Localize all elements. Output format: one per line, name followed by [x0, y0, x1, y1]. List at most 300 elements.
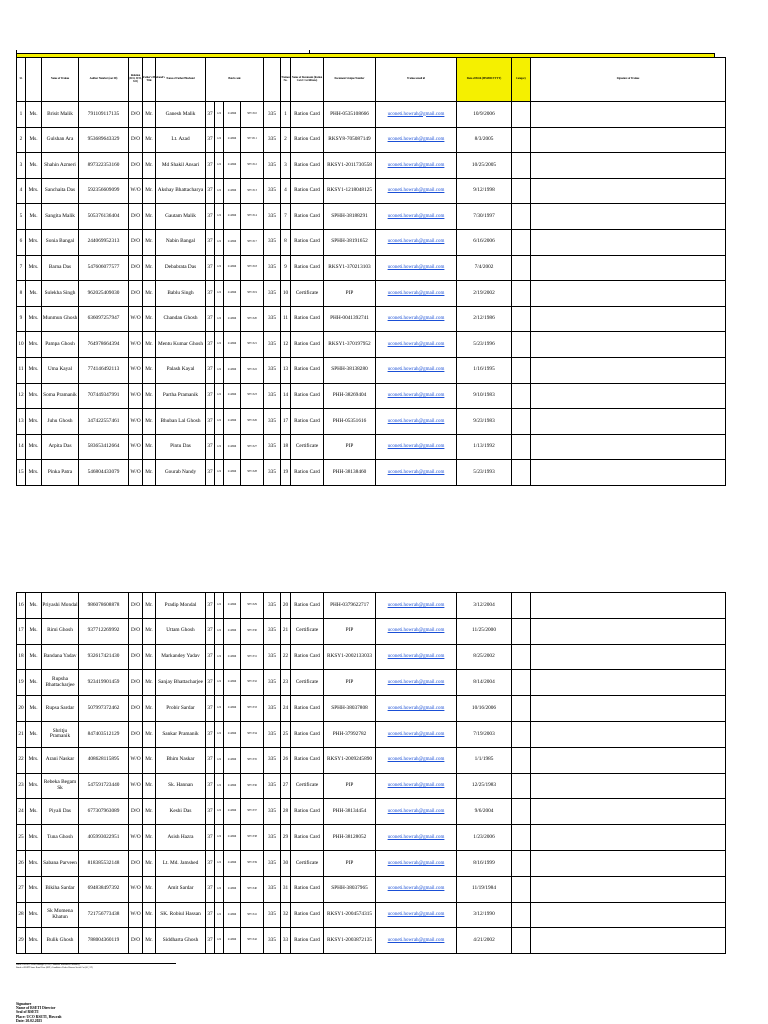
row-relation: W/O — [129, 332, 143, 358]
row-batch-part1: 37 — [206, 332, 215, 358]
row-email[interactable] — [376, 255, 457, 281]
email-link[interactable]: uconeti.howrah@gmail.com — [387, 469, 445, 475]
row-relation: D/O — [129, 593, 143, 619]
email-link[interactable]: uconeti.howrah@gmail.com — [387, 290, 445, 296]
row-aadhaar: 636097257947 — [79, 306, 129, 332]
row-batch-part2: 122 — [215, 799, 224, 825]
row-aadhaar: 788004360119 — [79, 928, 129, 954]
row-batch-part2: 122 — [215, 618, 224, 644]
row-blank-1 — [512, 306, 531, 332]
row-batch-part1: 37 — [206, 255, 215, 281]
email-link[interactable]: uconeti.howrah@gmail.com — [387, 809, 445, 814]
row-email[interactable] — [376, 618, 457, 644]
row-email[interactable] — [376, 383, 457, 409]
row-batch-code: 335 — [264, 825, 281, 851]
row-name: Piyali Das — [42, 799, 79, 825]
row-relation: D/O — [129, 618, 143, 644]
row-sl: 1 — [17, 102, 26, 128]
email-link[interactable]: uconeti.howrah@gmail.com — [387, 628, 445, 634]
row-batch-part4: 5871512 — [241, 153, 264, 179]
row-batch-part1: 37 — [206, 696, 215, 722]
row-title: Mrs. — [26, 902, 42, 928]
row-doc-no: PHH-38128052 — [324, 825, 376, 851]
email-link[interactable]: uconeti.howrah@gmail.com — [387, 341, 445, 347]
email-link[interactable]: uconeti.howrah@gmail.com — [387, 162, 445, 168]
row-batch-part2: 122 — [215, 825, 224, 851]
row-dob: 8/25/2002 — [457, 644, 512, 670]
row-email[interactable] — [376, 127, 457, 153]
email-link[interactable]: uconeti.howrah@gmail.com — [387, 316, 445, 322]
email-link[interactable]: uconeti.howrah@gmail.com — [387, 654, 445, 660]
row-email[interactable] — [376, 928, 457, 954]
row-name: Tuna Ghosh — [42, 825, 79, 851]
row-blank-1 — [512, 434, 531, 460]
row-doc-no: PIP — [324, 670, 376, 696]
row-signature — [531, 773, 726, 799]
row-batch-part2: 122 — [215, 281, 224, 307]
row-batch-code: 335 — [264, 902, 281, 928]
row-batch-part2: 122 — [215, 593, 224, 619]
row-email[interactable] — [376, 229, 457, 255]
row-title: Mrs. — [26, 876, 42, 902]
row-dob: 8/16/1999 — [457, 850, 512, 876]
row-aadhaar: 408628115895 — [79, 747, 129, 773]
row-batch-part4: 5871526 — [241, 409, 264, 435]
row-batch-part3: 214696 — [224, 721, 241, 747]
row-dob: 1/16/1995 — [457, 357, 512, 383]
email-link[interactable]: uconeti.howrah@gmail.com — [387, 937, 445, 943]
header-yellow2: Category — [512, 58, 531, 102]
row-batch-part4: 5871522 — [241, 357, 264, 383]
row-email[interactable] — [376, 204, 457, 230]
row-batch-part1: 37 — [206, 773, 215, 799]
row-doc-type: Ration Card — [291, 593, 324, 619]
row-dob: 5/23/1996 — [457, 332, 512, 358]
row-doc-no: PIP — [324, 773, 376, 799]
row-signature — [531, 102, 726, 128]
row-blank-1 — [512, 102, 531, 128]
row-title: Mrs. — [26, 850, 42, 876]
row-parent-name: Asish Hazra — [156, 825, 206, 851]
row-parent-name: Mentu Kumar Ghosh — [156, 332, 206, 358]
row-batch-part4: 5871539 — [241, 850, 264, 876]
header-aadhaar: Aadhar Number (not ID) — [79, 58, 129, 102]
row-email[interactable] — [376, 721, 457, 747]
row-sl: 9 — [17, 306, 26, 332]
row-name: Bandana Yadav — [42, 644, 79, 670]
row-aadhaar: 677307963089 — [79, 799, 129, 825]
row-email[interactable] — [376, 773, 457, 799]
row-trainee-no: 22 — [281, 644, 291, 670]
row-email[interactable] — [376, 799, 457, 825]
row-title: Mrs. — [26, 357, 42, 383]
row-email[interactable] — [376, 102, 457, 128]
row-sl: 17 — [17, 618, 26, 644]
row-sl: 7 — [17, 255, 26, 281]
row-signature — [531, 644, 726, 670]
row-doc-no: PHH-37992782 — [324, 721, 376, 747]
row-trainee-no: 8 — [281, 229, 291, 255]
footnote-1: Batch of RSETI Name/Manager (UCO) Candidate Institution Ultimately — [16, 964, 80, 966]
row-batch-part4: 5871529 — [241, 593, 264, 619]
row-relation: W/O — [129, 460, 143, 486]
row-doc-type: Certificate — [291, 670, 324, 696]
header-parent-title: Father's/Husband's Title — [143, 58, 156, 102]
row-sl: 11 — [17, 357, 26, 383]
row-parent-title: Mr. — [143, 618, 156, 644]
row-doc-no: SPHH-38138280 — [324, 357, 376, 383]
row-trainee-no: 19 — [281, 460, 291, 486]
email-link[interactable]: uconeti.howrah@gmail.com — [387, 393, 445, 399]
row-doc-type: Ration Card — [291, 902, 324, 928]
row-blank-1 — [512, 332, 531, 358]
row-title: Ms. — [26, 102, 42, 128]
email-link[interactable]: uconeti.howrah@gmail.com — [387, 834, 445, 840]
row-relation: D/O — [129, 281, 143, 307]
row-batch-part3: 214696 — [224, 876, 241, 902]
row-doc-type: Certificate — [291, 434, 324, 460]
row-relation: W/O — [129, 383, 143, 409]
email-link[interactable]: uconeti.howrah@gmail.com — [387, 860, 445, 866]
row-sl: 26 — [17, 850, 26, 876]
row-batch-code: 335 — [264, 357, 281, 383]
row-blank-1 — [512, 178, 531, 204]
row-parent-title: Mr. — [143, 178, 156, 204]
row-sl: 19 — [17, 670, 26, 696]
header-batch-blank — [264, 58, 281, 102]
row-sl: 21 — [17, 721, 26, 747]
email-link[interactable]: uconeti.howrah@gmail.com — [387, 239, 445, 245]
row-parent-title: Mr. — [143, 593, 156, 619]
row-email[interactable] — [376, 153, 457, 179]
row-email[interactable] — [376, 593, 457, 619]
table-row — [17, 825, 726, 851]
row-batch-code: 335 — [264, 799, 281, 825]
row-batch-part4: 5871520 — [241, 306, 264, 332]
row-email[interactable] — [376, 460, 457, 486]
row-title: Mrs. — [26, 434, 42, 460]
row-batch-code: 335 — [264, 178, 281, 204]
row-batch-part2: 122 — [215, 460, 224, 486]
row-relation: D/O — [129, 127, 143, 153]
row-blank-1 — [512, 153, 531, 179]
table-row — [17, 928, 726, 954]
row-trainee-no: 7 — [281, 204, 291, 230]
row-batch-part2: 122 — [215, 696, 224, 722]
email-link[interactable]: uconeti.howrah@gmail.com — [387, 111, 445, 117]
date-label: Date: 20.02.2025 — [16, 1018, 43, 1023]
row-batch-part1: 37 — [206, 102, 215, 128]
row-name: Munmun Ghosh — [42, 306, 79, 332]
row-batch-part1: 37 — [206, 434, 215, 460]
row-doc-type: Ration Card — [291, 409, 324, 435]
row-signature — [531, 593, 726, 619]
table-row — [17, 670, 726, 696]
row-name: Sonia Bangal — [42, 229, 79, 255]
row-parent-title: Mr. — [143, 928, 156, 954]
row-parent-name: Md Shakil Ansari — [156, 153, 206, 179]
email-link[interactable]: uconeti.howrah@gmail.com — [387, 367, 445, 373]
row-batch-code: 335 — [264, 281, 281, 307]
row-batch-code: 335 — [264, 747, 281, 773]
row-email[interactable] — [376, 902, 457, 928]
row-relation: D/O — [129, 670, 143, 696]
row-doc-type: Certificate — [291, 618, 324, 644]
row-doc-no: SPHH-38037808 — [324, 696, 376, 722]
row-blank-1 — [512, 593, 531, 619]
row-doc-type: Ration Card — [291, 306, 324, 332]
row-aadhaar: 764978664394 — [79, 332, 129, 358]
row-doc-no: PHH-38138460 — [324, 460, 376, 486]
row-doc-no: PIP — [324, 850, 376, 876]
row-parent-name: Bablu Singh — [156, 281, 206, 307]
table-row — [17, 434, 726, 460]
email-link[interactable]: uconeti.howrah@gmail.com — [387, 213, 445, 219]
row-blank-1 — [512, 127, 531, 153]
email-link[interactable]: uconeti.howrah@gmail.com — [387, 137, 445, 143]
row-email[interactable] — [376, 332, 457, 358]
row-name: Sangita Malik — [42, 204, 79, 230]
row-relation: W/O — [129, 357, 143, 383]
row-dob: 8/14/2004 — [457, 670, 512, 696]
header-relation: Relation (D/O, W/O, S/O) — [129, 58, 143, 102]
row-batch-code: 335 — [264, 460, 281, 486]
row-parent-name: Amit Sardar — [156, 876, 206, 902]
row-batch-code: 335 — [264, 409, 281, 435]
row-title: Ms. — [26, 153, 42, 179]
row-trainee-no: 24 — [281, 696, 291, 722]
table-body-1 — [17, 102, 726, 486]
row-email[interactable] — [376, 409, 457, 435]
row-signature — [531, 799, 726, 825]
row-relation: D/O — [129, 102, 143, 128]
trainee-table-2 — [16, 592, 726, 954]
email-link[interactable]: uconeti.howrah@gmail.com — [387, 912, 445, 918]
trainee-table-part1 — [16, 50, 715, 486]
row-blank-1 — [512, 721, 531, 747]
row-doc-no: RKSY1-1218048125 — [324, 178, 376, 204]
email-link[interactable]: uconeti.howrah@gmail.com — [387, 418, 445, 424]
row-blank-1 — [512, 204, 531, 230]
row-signature — [531, 928, 726, 954]
row-aadhaar: 791109117135 — [79, 102, 129, 128]
header-trainee-no: Trainee No. — [281, 58, 291, 102]
email-link[interactable]: uconeti.howrah@gmail.com — [387, 886, 445, 892]
row-parent-title: Mr. — [143, 460, 156, 486]
row-dob: 2/19/2002 — [457, 281, 512, 307]
row-batch-part1: 37 — [206, 383, 215, 409]
header-doc-no: Document Unique Number — [324, 58, 376, 102]
email-link[interactable]: uconeti.howrah@gmail.com — [387, 783, 445, 789]
email-link[interactable]: uconeti.howrah@gmail.com — [387, 680, 445, 686]
row-parent-name: Sanjay Bhattacharjee — [156, 670, 206, 696]
row-doc-no: RKSY8-705087149 — [324, 127, 376, 153]
row-relation: W/O — [129, 747, 143, 773]
row-parent-title: Mr. — [143, 747, 156, 773]
row-title: Ms. — [26, 281, 42, 307]
row-email[interactable] — [376, 825, 457, 851]
director-name-label: Name of RSETI Director — [16, 1006, 56, 1011]
row-doc-no: PHH-0041392741 — [324, 306, 376, 332]
row-email[interactable] — [376, 357, 457, 383]
row-doc-no: PHH-38269404 — [324, 383, 376, 409]
row-blank-1 — [512, 229, 531, 255]
row-parent-title: Mr. — [143, 773, 156, 799]
email-link[interactable]: uconeti.howrah@gmail.com — [387, 602, 445, 608]
table-row — [17, 306, 726, 332]
table-row — [17, 747, 726, 773]
row-aadhaar: 546804433079 — [79, 460, 129, 486]
row-email[interactable] — [376, 306, 457, 332]
row-doc-type: Ration Card — [291, 825, 324, 851]
email-link[interactable]: uconeti.howrah@gmail.com — [387, 188, 445, 194]
row-parent-title: Mr. — [143, 127, 156, 153]
row-title: Mrs. — [26, 255, 42, 281]
row-batch-part3: 214696 — [224, 460, 241, 486]
email-link[interactable]: uconeti.howrah@gmail.com — [387, 265, 445, 271]
email-link[interactable]: uconeti.howrah@gmail.com — [387, 757, 445, 763]
row-email[interactable] — [376, 281, 457, 307]
trainee-table-part2 — [16, 592, 715, 954]
row-signature — [531, 127, 726, 153]
row-dob: 11/19/1984 — [457, 876, 512, 902]
row-dob: 2/12/1986 — [457, 306, 512, 332]
row-dob: 7/4/2002 — [457, 255, 512, 281]
row-batch-part3: 214696 — [224, 102, 241, 128]
row-batch-part1: 37 — [206, 593, 215, 619]
row-email[interactable] — [376, 876, 457, 902]
row-email[interactable] — [376, 747, 457, 773]
row-sl: 8 — [17, 281, 26, 307]
row-aadhaar: 405993022951 — [79, 825, 129, 851]
row-relation: W/O — [129, 902, 143, 928]
row-batch-part3: 214696 — [224, 799, 241, 825]
row-batch-part4: 5871514 — [241, 204, 264, 230]
row-batch-part3: 214696 — [224, 281, 241, 307]
row-name: Sanchaita Das — [42, 178, 79, 204]
row-trainee-no: 17 — [281, 409, 291, 435]
row-trainee-no: 13 — [281, 357, 291, 383]
row-email[interactable] — [376, 696, 457, 722]
place-label: Place: UCO RSETI, Howrah — [16, 1014, 62, 1019]
row-blank-1 — [512, 281, 531, 307]
row-doc-type: Ration Card — [291, 747, 324, 773]
row-title: Ms. — [26, 127, 42, 153]
row-dob: 12/25/1983 — [457, 773, 512, 799]
row-batch-part3: 214696 — [224, 618, 241, 644]
row-batch-code: 335 — [264, 850, 281, 876]
row-parent-title: Mr. — [143, 850, 156, 876]
row-parent-title: Mr. — [143, 696, 156, 722]
row-title: Mrs. — [26, 178, 42, 204]
row-parent-title: Mr. — [143, 876, 156, 902]
row-sl: 24 — [17, 799, 26, 825]
row-sl: 29 — [17, 928, 26, 954]
row-dob: 11/25/2000 — [457, 618, 512, 644]
row-relation: D/O — [129, 644, 143, 670]
row-signature — [531, 281, 726, 307]
row-signature — [531, 850, 726, 876]
row-batch-part3: 214696 — [224, 747, 241, 773]
header-signature: Signature of Trainee — [531, 58, 726, 102]
row-aadhaar: 818385532148 — [79, 850, 129, 876]
row-doc-no: RKSY1-2011730558 — [324, 153, 376, 179]
row-batch-code: 335 — [264, 127, 281, 153]
row-email[interactable] — [376, 178, 457, 204]
row-relation: W/O — [129, 876, 143, 902]
row-batch-code: 335 — [264, 618, 281, 644]
email-link[interactable]: uconeti.howrah@gmail.com — [387, 705, 445, 711]
row-sl: 15 — [17, 460, 26, 486]
row-aadhaar: 953689643329 — [79, 127, 129, 153]
email-link[interactable]: uconeti.howrah@gmail.com — [387, 444, 445, 450]
row-batch-part2: 122 — [215, 102, 224, 128]
row-doc-type: Ration Card — [291, 876, 324, 902]
row-blank-1 — [512, 670, 531, 696]
row-batch-code: 335 — [264, 876, 281, 902]
row-blank-1 — [512, 409, 531, 435]
row-email[interactable] — [376, 670, 457, 696]
row-relation: D/O — [129, 153, 143, 179]
row-doc-no: SPHH-38191652 — [324, 229, 376, 255]
row-parent-title: Mr. — [143, 902, 156, 928]
row-batch-part3: 214696 — [224, 902, 241, 928]
row-parent-name: Debabrata Das — [156, 255, 206, 281]
row-blank-1 — [512, 850, 531, 876]
row-signature — [531, 460, 726, 486]
row-name: Shritju Pramanik — [42, 721, 79, 747]
header-dob: Date of Birth (MM/DD/YYYY) — [457, 58, 512, 102]
row-name: Uma Kayal — [42, 357, 79, 383]
table-row — [17, 178, 726, 204]
row-signature — [531, 383, 726, 409]
row-batch-part2: 122 — [215, 255, 224, 281]
row-email[interactable] — [376, 434, 457, 460]
row-email[interactable] — [376, 644, 457, 670]
row-dob: 6/16/2006 — [457, 229, 512, 255]
row-doc-type: Ration Card — [291, 153, 324, 179]
row-trainee-no: 9 — [281, 255, 291, 281]
email-link[interactable]: uconeti.howrah@gmail.com — [387, 731, 445, 737]
row-trainee-no: 29 — [281, 825, 291, 851]
footnote-2: Batch of RSETI Inner Rural Poor (BPL) Candidates Under Women Social Cat (SC, ST) — [16, 967, 93, 969]
row-signature — [531, 618, 726, 644]
row-batch-part2: 122 — [215, 928, 224, 954]
row-name: Bulik Ghosh — [42, 928, 79, 954]
row-doc-type: Ration Card — [291, 460, 324, 486]
signature-label: Signature — [16, 1002, 32, 1006]
row-blank-1 — [512, 799, 531, 825]
row-trainee-no: 20 — [281, 593, 291, 619]
row-aadhaar: 244069952313 — [79, 229, 129, 255]
row-doc-no: RKSY1-2009245890 — [324, 747, 376, 773]
row-email[interactable] — [376, 850, 457, 876]
row-batch-part4: 5871538 — [241, 825, 264, 851]
row-sl: 13 — [17, 409, 26, 435]
row-batch-part1: 37 — [206, 825, 215, 851]
table-row — [17, 383, 726, 409]
row-batch-part1: 37 — [206, 153, 215, 179]
row-title: Mrs. — [26, 747, 42, 773]
row-name: Rimi Ghosh — [42, 618, 79, 644]
row-aadhaar: 847403512129 — [79, 721, 129, 747]
row-batch-code: 335 — [264, 696, 281, 722]
row-title: Mrs. — [26, 332, 42, 358]
row-batch-part3: 214696 — [224, 255, 241, 281]
row-batch-part4: 5871537 — [241, 799, 264, 825]
row-batch-code: 335 — [264, 102, 281, 128]
row-relation: D/O — [129, 204, 143, 230]
